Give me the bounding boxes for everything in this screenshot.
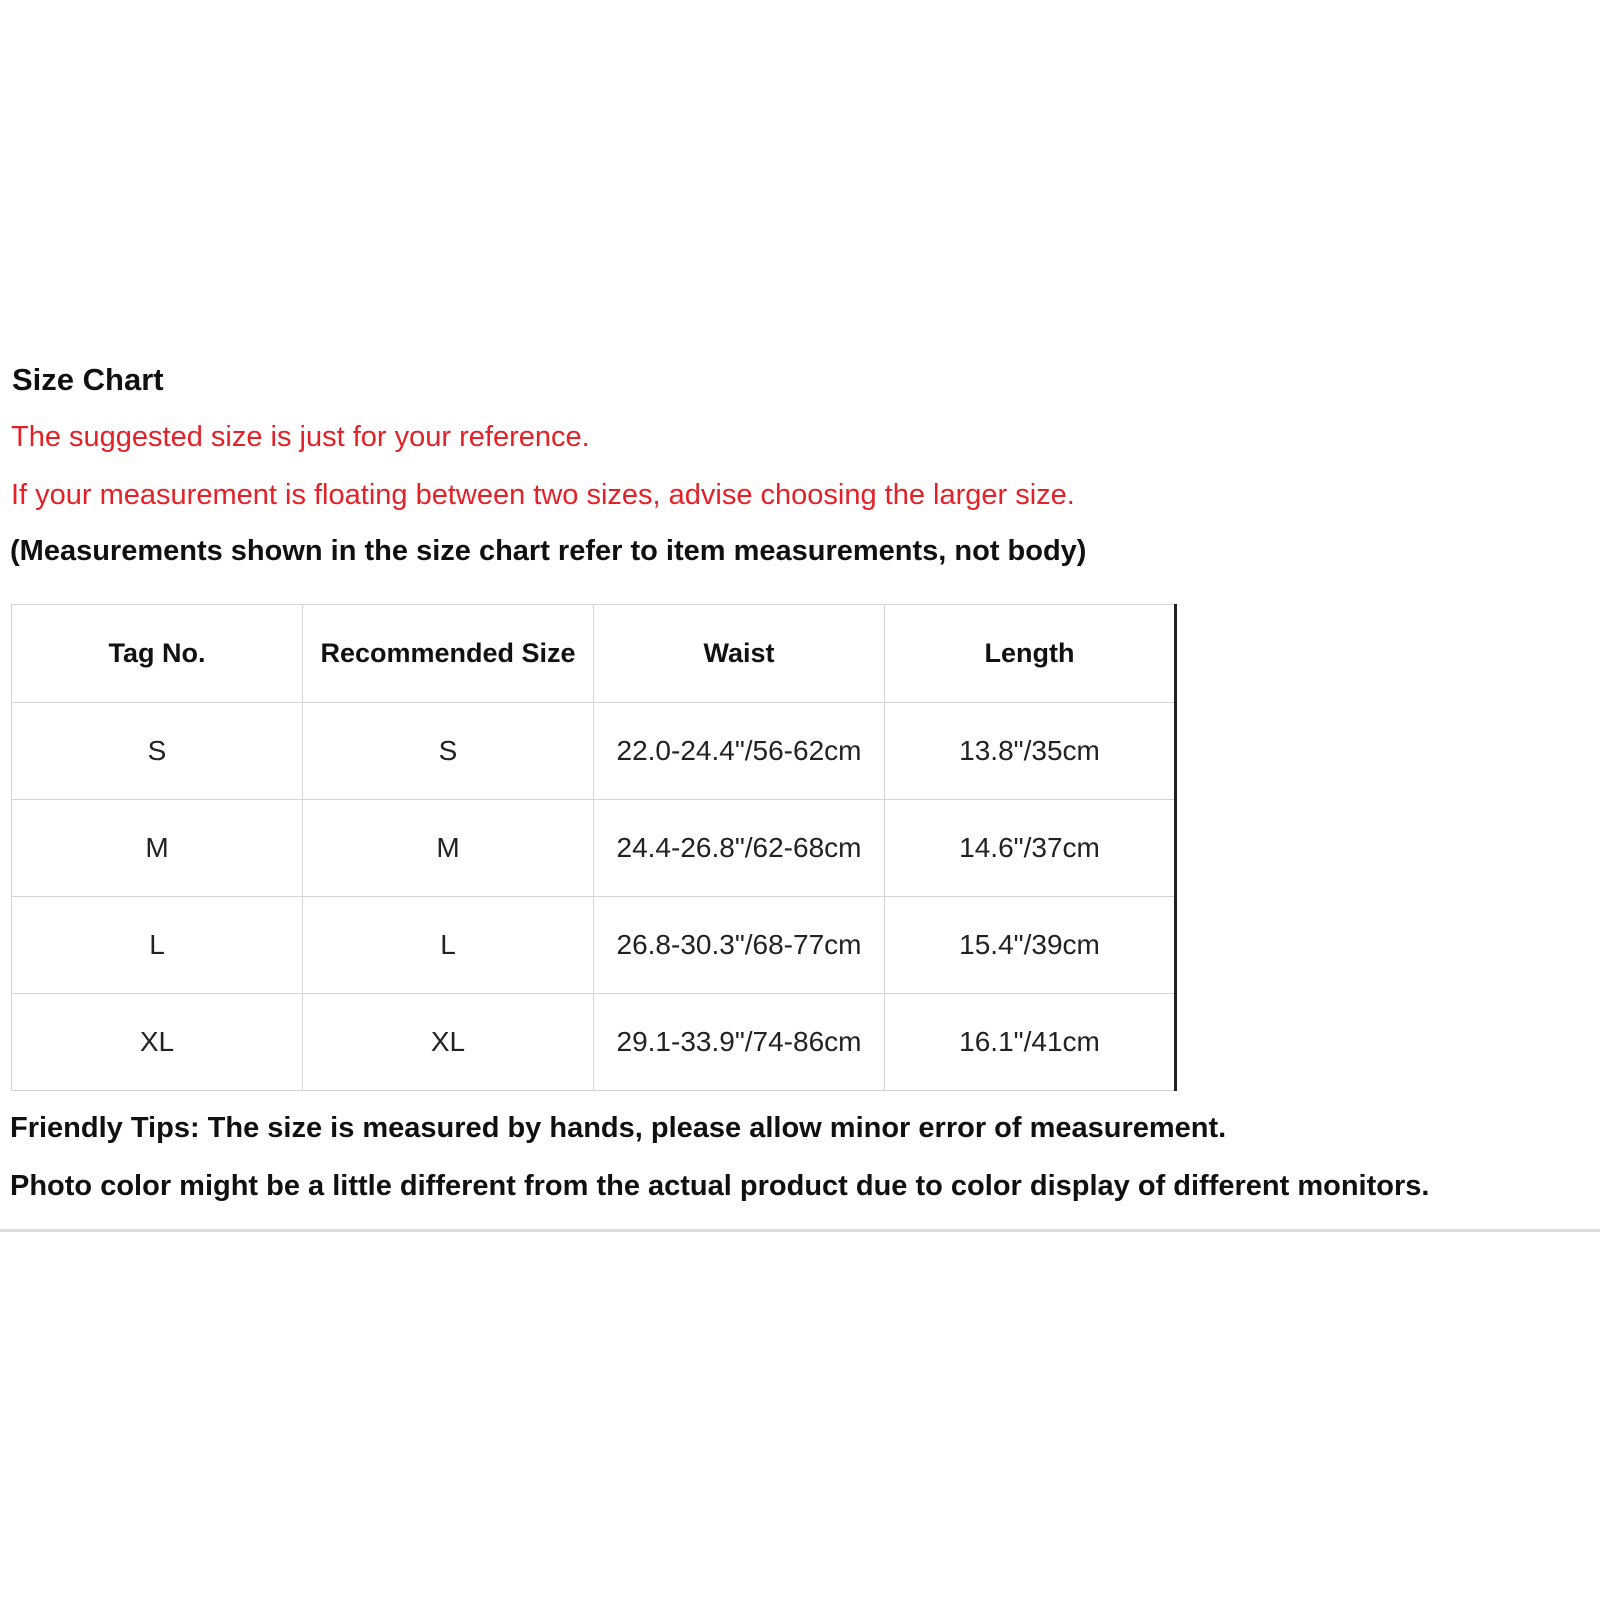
column-header-tag-no: Tag No.: [12, 605, 303, 703]
table-row-s: [12, 703, 1176, 800]
cell-tag-no: L: [12, 897, 303, 994]
red-note-reference: The suggested size is just for your reference.: [11, 421, 590, 453]
cell-recommended-size: S: [303, 703, 594, 800]
page-title: Size Chart: [12, 362, 164, 397]
cell-waist: 24.4-26.8"/62-68cm: [594, 800, 885, 897]
photo-color-note: Photo color might be a little different from the actual product due to color display of different monitors.: [10, 1170, 1430, 1202]
column-header-length: Length: [885, 605, 1176, 703]
table-row-m: [12, 800, 1176, 897]
bottom-divider-line: [0, 1229, 1600, 1232]
cell-tag-no: M: [12, 800, 303, 897]
cell-length: 15.4"/39cm: [885, 897, 1176, 994]
cell-waist: 29.1-33.9"/74-86cm: [594, 994, 885, 1091]
cell-recommended-size: M: [303, 800, 594, 897]
cell-length: 14.6"/37cm: [885, 800, 1176, 897]
cell-length: 16.1"/41cm: [885, 994, 1176, 1091]
cell-recommended-size: XL: [303, 994, 594, 1091]
cell-waist: 26.8-30.3"/68-77cm: [594, 897, 885, 994]
cell-length: 13.8"/35cm: [885, 703, 1176, 800]
table-row-l: [12, 897, 1176, 994]
column-header-waist: Waist: [594, 605, 885, 703]
measurement-disclaimer: (Measurements shown in the size chart refer to item measurements, not body): [10, 535, 1087, 567]
red-note-larger-size: If your measurement is floating between two sizes, advise choosing the larger size.: [11, 479, 1075, 511]
table-row-xl: [12, 994, 1176, 1091]
cell-tag-no: XL: [12, 994, 303, 1091]
column-header-recommended-size: Recommended Size: [303, 605, 594, 703]
friendly-tips-note: Friendly Tips: The size is measured by hands, please allow minor error of measurement.: [10, 1112, 1227, 1144]
cell-recommended-size: L: [303, 897, 594, 994]
table-header-row: [12, 605, 1176, 703]
cell-tag-no: S: [12, 703, 303, 800]
cell-waist: 22.0-24.4"/56-62cm: [594, 703, 885, 800]
size-chart-table: [11, 604, 1177, 1091]
